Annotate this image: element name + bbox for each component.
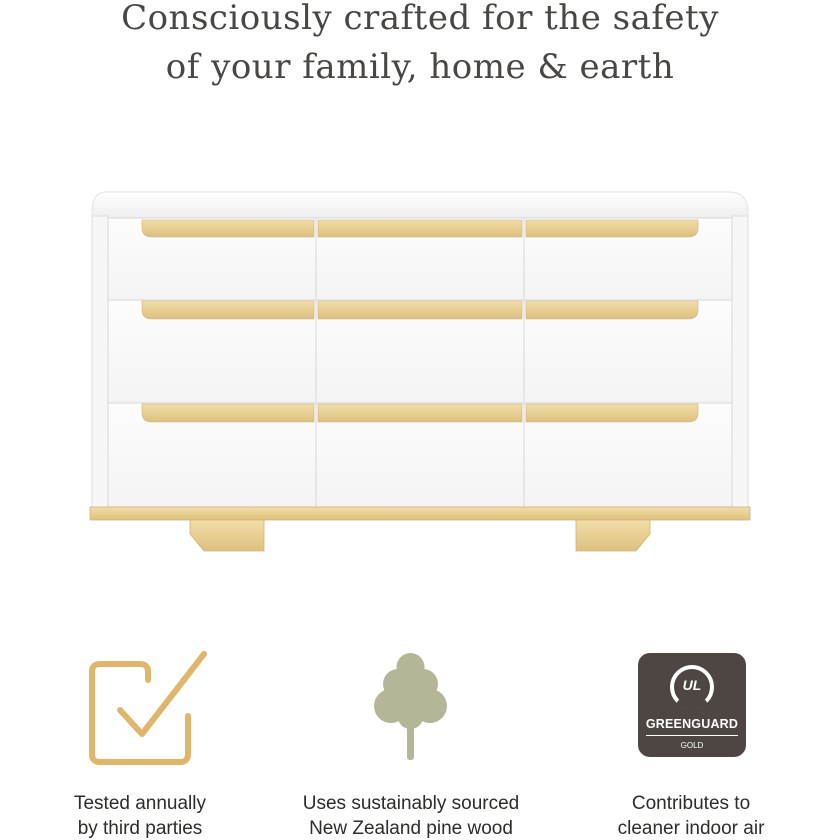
dresser-left-side <box>92 216 108 508</box>
drawer-pull <box>142 220 314 237</box>
features-row <box>0 640 840 840</box>
dresser-leg-left <box>190 520 264 551</box>
drawer-row-3 <box>108 403 732 507</box>
drawer-row-1 <box>108 218 732 300</box>
dresser-product-image <box>86 188 754 556</box>
dresser-leg-right <box>576 520 650 551</box>
greenguard-badge-name: GREENGUARD <box>645 717 739 731</box>
drawer-row-2 <box>108 300 732 403</box>
feature-greenguard <box>551 640 831 840</box>
headline-line-1: Consciously crafted for the safety <box>121 0 719 38</box>
greenguard-badge-icon <box>638 653 746 757</box>
drawer-pull <box>142 301 314 319</box>
dresser-right-side <box>732 216 748 508</box>
feature-caption-line-1: Contributes to <box>631 793 751 814</box>
drawer-pull <box>318 301 522 319</box>
drawer-pull <box>142 404 314 422</box>
feature-caption-line-1: Uses sustainably sourced <box>302 793 520 814</box>
feature-icon-container <box>271 650 551 770</box>
drawer-pull <box>526 404 698 422</box>
feature-caption-line-2: cleaner indoor air <box>617 818 765 839</box>
feature-caption-line-2: New Zealand pine wood <box>309 818 513 839</box>
feature-caption-line-1: Tested annually <box>73 793 207 814</box>
drawer-pull <box>318 404 522 422</box>
drawer-pull <box>526 301 698 319</box>
ul-mark-text: UL <box>682 677 702 693</box>
tree-icon <box>271 650 551 770</box>
checkbox-icon <box>0 650 280 770</box>
greenguard-badge-divider <box>646 735 738 736</box>
feature-caption <box>271 791 551 840</box>
headline <box>0 0 840 92</box>
dresser-base <box>90 507 750 551</box>
feature-icon-container <box>551 650 831 770</box>
feature-caption-line-2: by third parties <box>77 818 203 839</box>
headline-line-2: of your family, home & earth <box>165 47 675 87</box>
feature-icon-container <box>0 650 280 770</box>
drawer-pull <box>318 220 522 237</box>
feature-tested <box>0 640 280 840</box>
feature-sustainable-wood <box>271 640 551 840</box>
drawer-pull <box>526 220 698 237</box>
dresser-top <box>92 192 748 218</box>
feature-caption <box>0 791 280 840</box>
feature-caption <box>551 791 831 840</box>
greenguard-badge-level: GOLD <box>680 741 704 750</box>
